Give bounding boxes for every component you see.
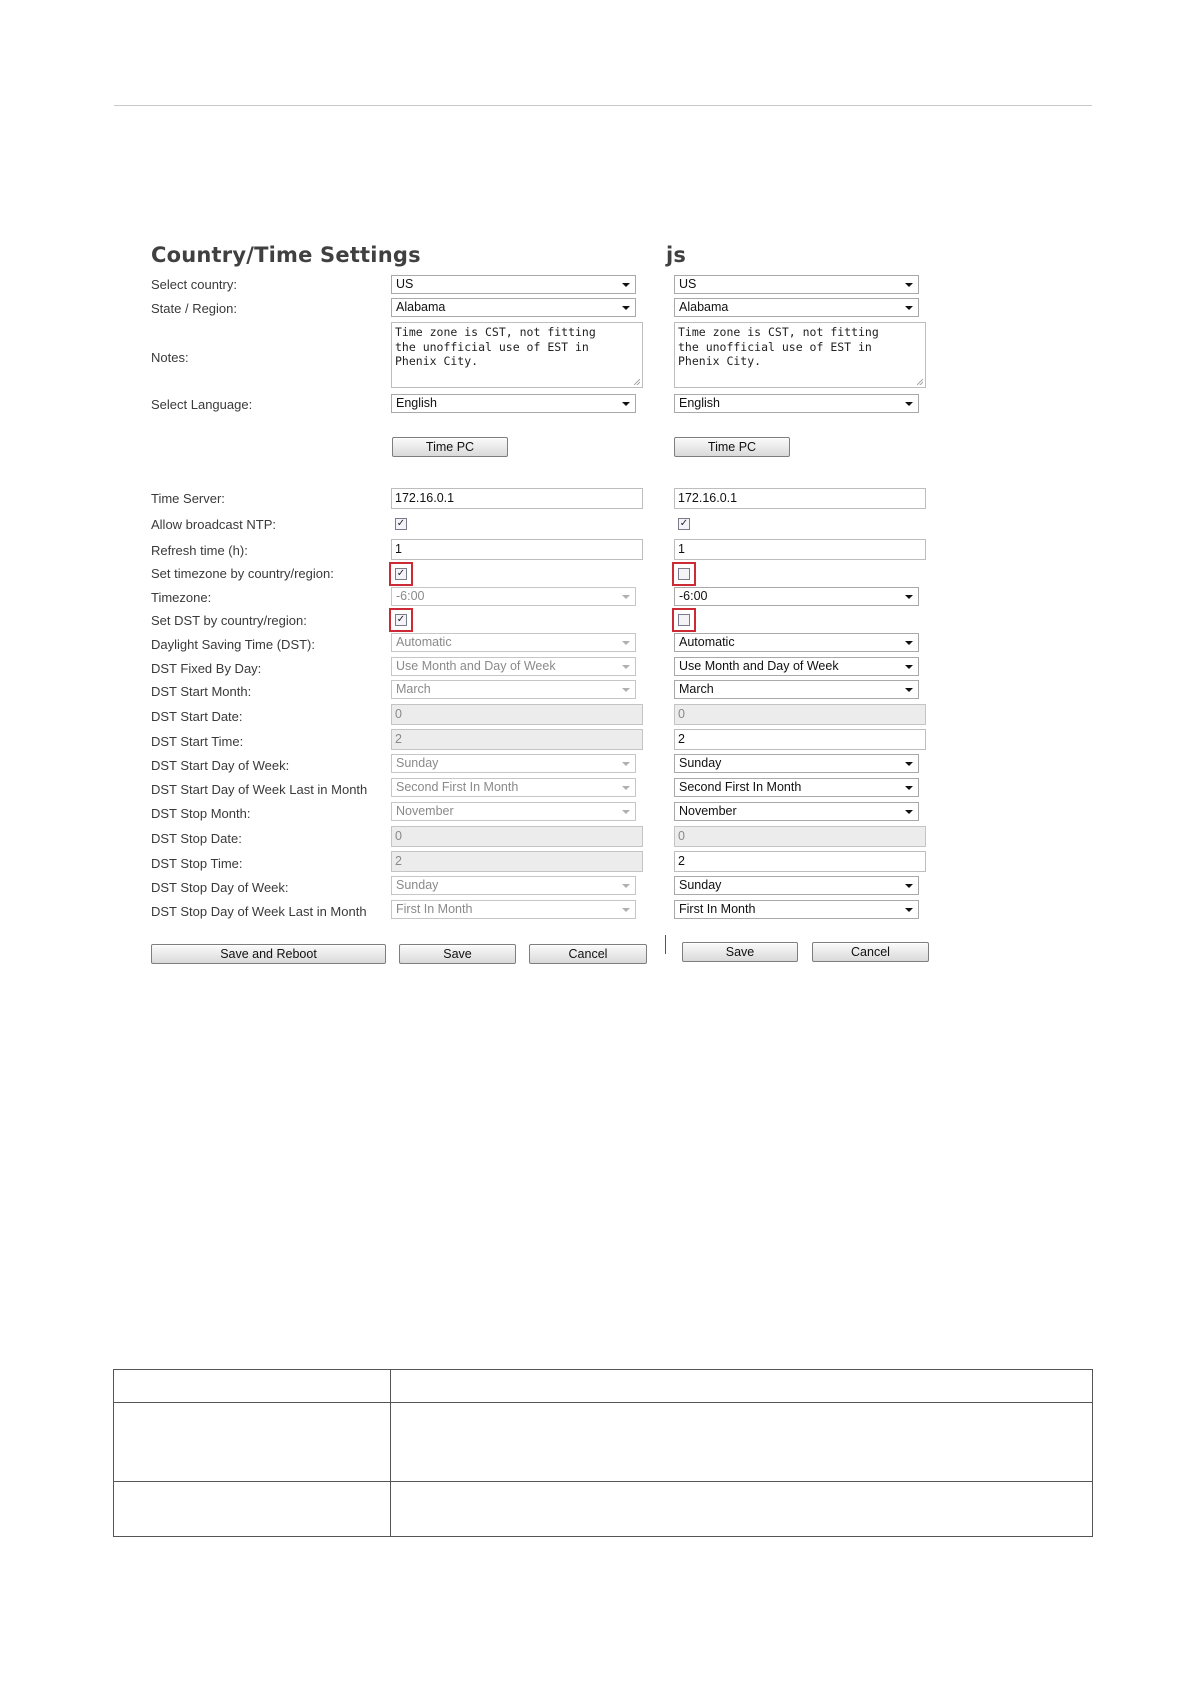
chevron-down-icon	[905, 283, 913, 287]
label-refresh-time: Refresh time (h):	[151, 543, 248, 558]
dst-start-time-input[interactable]: 2	[391, 729, 643, 750]
dst-start-date-input[interactable]: 0	[391, 704, 643, 725]
chevron-down-icon	[905, 762, 913, 766]
set-timezone-checkbox[interactable]	[678, 568, 690, 580]
refresh-time-input[interactable]: 1	[391, 539, 643, 560]
country-select[interactable]: US	[674, 275, 919, 294]
label-allow-broadcast-ntp: Allow broadcast NTP:	[151, 517, 276, 532]
dst-start-month-select[interactable]: March	[391, 680, 636, 699]
chevron-down-icon	[622, 641, 630, 645]
time-server-input[interactable]: 172.16.0.1	[674, 488, 926, 509]
label-dst-stop-time: DST Stop Time:	[151, 856, 243, 871]
label-dst-stop-date: DST Stop Date:	[151, 831, 242, 846]
chevron-down-icon	[622, 283, 630, 287]
page-title: Country/Time Settings	[151, 243, 421, 267]
allow-ntp-checkbox[interactable]: ✓	[396, 518, 406, 529]
dst-start-time-input[interactable]: 2	[674, 729, 926, 750]
chevron-down-icon	[622, 306, 630, 310]
table-cell	[114, 1482, 391, 1537]
chevron-down-icon	[622, 884, 630, 888]
save-button[interactable]: Save	[682, 942, 798, 962]
page-header-rule	[114, 105, 1092, 106]
table-row	[114, 1482, 1093, 1537]
dst-start-day-of-week-select[interactable]: Sunday	[674, 754, 919, 773]
set-dst-checkbox[interactable]	[678, 614, 690, 626]
resize-grip-icon[interactable]	[917, 379, 923, 385]
allow-ntp-checkbox[interactable]: ✓	[679, 518, 689, 529]
label-dst-start-dow-last: DST Start Day of Week Last in Month	[151, 782, 368, 797]
chevron-down-icon	[905, 810, 913, 814]
language-select[interactable]: English	[391, 394, 636, 413]
chevron-down-icon	[905, 786, 913, 790]
dst-stop-dow-last-select[interactable]: First In Month	[391, 900, 636, 919]
chevron-down-icon	[905, 688, 913, 692]
table-cell	[391, 1370, 1093, 1403]
label-dst-stop-month: DST Stop Month:	[151, 806, 251, 821]
save-and-reboot-button[interactable]: Save and Reboot	[151, 944, 386, 964]
label-set-dst: Set DST by country/region:	[151, 613, 307, 628]
label-dst-start-day-of-week: DST Start Day of Week:	[151, 758, 290, 773]
state-select[interactable]: Alabama	[391, 298, 636, 317]
language-select[interactable]: English	[674, 394, 919, 413]
dst-stop-date-input[interactable]: 0	[391, 826, 643, 847]
label-set-timezone: Set timezone by country/region:	[151, 566, 334, 581]
dst-stop-day-of-week-select[interactable]: Sunday	[391, 876, 636, 895]
dst-stop-day-of-week-select[interactable]: Sunday	[674, 876, 919, 895]
table-header-row	[114, 1370, 1093, 1403]
chevron-down-icon	[905, 908, 913, 912]
description-table	[113, 1369, 1093, 1537]
set-dst-checkbox[interactable]: ✓	[396, 614, 406, 625]
table-cell	[114, 1403, 391, 1482]
table-cell	[114, 1370, 391, 1403]
chevron-down-icon	[905, 641, 913, 645]
label-timezone: Timezone:	[151, 590, 212, 605]
table-cell	[391, 1482, 1093, 1537]
time-pc-button[interactable]: Time PC	[674, 437, 790, 457]
chevron-down-icon	[622, 688, 630, 692]
timezone-select[interactable]: -6:00	[674, 587, 919, 606]
dst-stop-time-input[interactable]: 2	[391, 851, 643, 872]
dst-start-month-select[interactable]: March	[674, 680, 919, 699]
notes-textarea[interactable]: Time zone is CST, not fitting the unofficial use of EST in Phenix City.	[674, 322, 926, 388]
cancel-button[interactable]: Cancel	[812, 942, 929, 962]
table-cell	[391, 1403, 1093, 1482]
dst-start-day-of-week-select[interactable]: Sunday	[391, 754, 636, 773]
chevron-down-icon	[622, 665, 630, 669]
chevron-down-icon	[905, 402, 913, 406]
dst-stop-month-select[interactable]: November	[391, 802, 636, 821]
save-button[interactable]: Save	[399, 944, 516, 964]
timezone-select[interactable]: -6:00	[391, 587, 636, 606]
dst-stop-date-input[interactable]: 0	[674, 826, 926, 847]
label-dst-fixed-by-day: DST Fixed By Day:	[151, 661, 262, 676]
label-dst-start-time: DST Start Time:	[151, 734, 244, 749]
label-dst-start-date: DST Start Date:	[151, 709, 243, 724]
dst-start-dow-last-select[interactable]: Second First In Month	[391, 778, 636, 797]
label-dst-stop-day-of-week: DST Stop Day of Week:	[151, 880, 289, 895]
dst-stop-time-input[interactable]: 2	[674, 851, 926, 872]
table-row	[114, 1403, 1093, 1482]
dst-stop-month-select[interactable]: November	[674, 802, 919, 821]
chevron-down-icon	[622, 908, 630, 912]
label-notes: Notes:	[151, 350, 189, 365]
chevron-down-icon	[905, 306, 913, 310]
label-dst: Daylight Saving Time (DST):	[151, 637, 315, 652]
country-select[interactable]: US	[391, 275, 636, 294]
chevron-down-icon	[905, 595, 913, 599]
set-timezone-checkbox[interactable]: ✓	[396, 568, 406, 579]
resize-grip-icon[interactable]	[634, 379, 640, 385]
label-select-language: Select Language:	[151, 397, 253, 412]
dst-start-date-input[interactable]: 0	[674, 704, 926, 725]
label-state-region: State / Region:	[151, 301, 237, 316]
dst-fixed-by-day-select[interactable]: Use Month and Day of Week	[391, 657, 636, 676]
dst-select[interactable]: Automatic	[391, 633, 636, 652]
dst-fixed-by-day-select[interactable]: Use Month and Day of Week	[674, 657, 919, 676]
label-time-server: Time Server:	[151, 491, 225, 506]
label-dst-start-month: DST Start Month:	[151, 684, 252, 699]
time-server-input[interactable]: 172.16.0.1	[391, 488, 643, 509]
label-dst-stop-dow-last: DST Stop Day of Week Last in Month	[151, 904, 367, 919]
cancel-button[interactable]: Cancel	[529, 944, 647, 964]
chevron-down-icon	[622, 786, 630, 790]
time-pc-button[interactable]: Time PC	[392, 437, 508, 457]
chevron-down-icon	[622, 762, 630, 766]
chevron-down-icon	[905, 665, 913, 669]
chevron-down-icon	[622, 810, 630, 814]
chevron-down-icon	[622, 595, 630, 599]
chevron-down-icon	[905, 884, 913, 888]
page-title-fragment: js	[666, 243, 687, 267]
dst-select[interactable]: Automatic	[674, 633, 919, 652]
dst-stop-dow-last-select[interactable]: First In Month	[674, 900, 919, 919]
panel-divider	[665, 935, 666, 954]
state-select[interactable]: Alabama	[674, 298, 919, 317]
refresh-time-input[interactable]: 1	[674, 539, 926, 560]
dst-start-dow-last-select[interactable]: Second First In Month	[674, 778, 919, 797]
chevron-down-icon	[622, 402, 630, 406]
notes-textarea[interactable]: Time zone is CST, not fitting the unofficial use of EST in Phenix City.	[391, 322, 643, 388]
label-select-country: Select country:	[151, 277, 237, 292]
